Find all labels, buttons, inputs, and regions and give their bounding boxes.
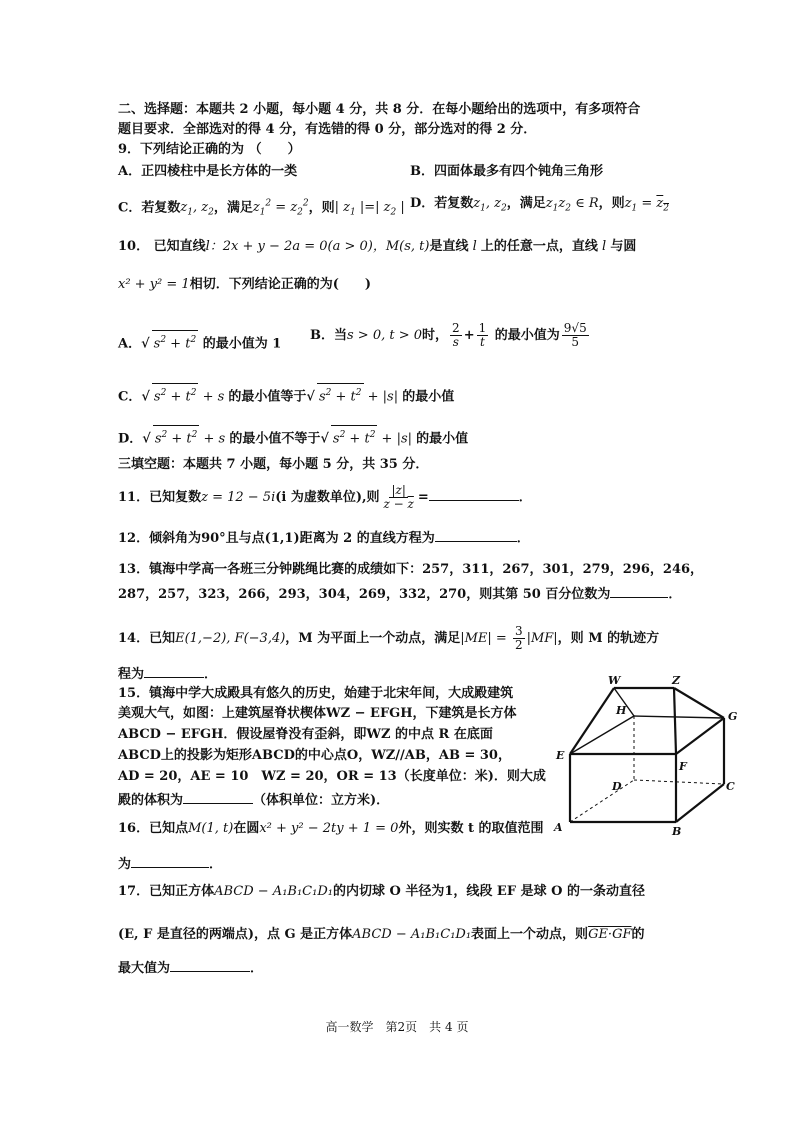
q10-point-m: ，M(s, t) (372, 239, 430, 254)
section2-header-line1: 二、选择题：本题共 2 小题，每小题 4 分，共 8 分．在每小题给出的选项中，有多项符合 (118, 102, 641, 117)
q9-c-mid: ，满足 (213, 200, 253, 216)
label-f: F (679, 760, 687, 773)
q14-line2 (118, 663, 217, 684)
edge-bc (676, 784, 724, 822)
q15-line2: 美观大气，如图：上建筑屋脊状楔体WZ − EFGH，下建筑是长方体 (118, 706, 517, 721)
q17-l2-post: 表面上一个动点，则 (471, 927, 589, 942)
q10-option-a: A．√ $s^2 + t^2$ 的最小值为 1 (118, 330, 281, 353)
q12-text: 12．倾斜角为90°且与点(1,1)距离为 2 的直线方程为 (118, 531, 435, 546)
edge-hg (634, 716, 724, 718)
q16-pre: 16．已知点 (118, 821, 189, 836)
label-z: Z (672, 674, 681, 687)
hidden-edge-ad (570, 780, 634, 822)
q9-c-post: ，则 (308, 200, 335, 216)
q11-answer-blank[interactable] (429, 486, 519, 501)
q10-line-eq: l：2x + y − 2a = 0(a > 0) (205, 239, 373, 254)
q10-a-pre: A． (118, 336, 142, 352)
q10-text3: 与圆 (610, 239, 637, 254)
q17-end: ． (250, 961, 264, 976)
q10-option-c: C．√ $s^2 + t^2 + s$ 的最小值等于√ $s^2 + t^2 + |s|$ 的最小值 (118, 383, 454, 406)
q12 (118, 527, 530, 548)
label-g: G (728, 710, 738, 723)
q13-line2-text: 287，257，323，266，293，304，269，332，270，则其第 50 百分位数为 (118, 587, 611, 602)
q15-building-figure (548, 672, 748, 837)
q16-mid: 在圆 (233, 821, 260, 836)
q16-line1 (118, 820, 544, 838)
q14-mid: ，M 为平面上一个动点，满足 (285, 631, 461, 646)
q9-d-pre: D．若复数 (410, 196, 474, 211)
q9-option-a: A．正四棱柱中是长方体的一类 (118, 164, 298, 179)
q12-answer-blank[interactable] (435, 527, 517, 542)
q16-end: ． (209, 857, 223, 872)
q10-text1: 是直线 (429, 239, 469, 254)
q10-stem-line2 (118, 276, 371, 294)
q12-end: ． (516, 531, 530, 546)
q9-stem: 9．下列结论正确的为 （ ） (118, 142, 301, 157)
q15-line3: ABCD − EFGH．假设屋脊没有歪斜，即WZ 的中点 R 在底面 (118, 727, 493, 742)
edge-eh (570, 716, 634, 754)
q16-point: M(1, t) (188, 821, 234, 836)
q10-stem-end: 相切．下列结论正确的为( ) (189, 277, 371, 292)
q11-eq: = (417, 490, 429, 505)
q10-d-mid: 的最小值不等于 (229, 431, 321, 447)
q15-line1: 15．镇海中学大成殿具有悠久的历史，始建于北宋年间，大成殿建筑 (118, 686, 514, 701)
label-h: H (616, 704, 627, 717)
label-b: B (672, 825, 682, 837)
q10-c-pre: C． (118, 389, 142, 405)
q17-l2-pre: (E, F 是直径的两端点)，点 G 是正方体 (118, 927, 353, 942)
q17-l2-end: 的 (631, 927, 645, 942)
q17-l3-text: 最大值为 (118, 961, 171, 976)
q9-option-d: D．若复数$z_1$, $z_2$，满足$z_1z_2$ ∈ R，则$z_1 = z_2$ (410, 196, 669, 214)
q16-answer-blank[interactable] (131, 853, 209, 868)
section2-header-line2: 题目要求．全部选对的得 4 分，有选错的得 0 分，部分选对的得 2 分． (118, 122, 537, 137)
q11-expr: z = 12 − 5i (201, 490, 276, 505)
q11-note: (i 为虚数单位),则 (275, 490, 380, 505)
q11-end: ． (518, 490, 532, 505)
q10-b-cond: s > 0, t > 0 (347, 328, 423, 343)
page-footer: 高一数学 第2页 共 4 页 (325, 1020, 469, 1034)
q17-vector: GE·GF (588, 927, 632, 942)
q17-l1-pre: 17．已知正方体 (118, 884, 215, 899)
q10-a-post: 的最小值为 1 (202, 336, 282, 352)
q10-d-pre: D． (118, 431, 143, 447)
q13-end: ． (668, 587, 682, 602)
q9-c-pre: C．若复数 (118, 200, 181, 216)
q15-line6 (118, 789, 389, 810)
roof-edge-we (570, 688, 614, 754)
q17-l1-post: 的内切球 O 半径为1，线段 EF 是球 O 的一条动直径 (332, 884, 645, 899)
q10-stem-line1: 10． 已知直线l：2x + y − 2a = 0(a > 0)，M(s, t)是直线 l 上的任意一点，直线 l 与圆 (118, 239, 637, 254)
q10-pre: 10． 已知直线 (118, 239, 206, 254)
q13-line1: 13．镇海中学高一各班三分钟跳绳比赛的成绩如下：257，311，267，301，279，296，246， (118, 562, 704, 577)
q10-b-post: 的最小值为 (494, 328, 560, 343)
q13-answer-blank[interactable] (610, 583, 668, 598)
q9-d-mid: ，满足 (506, 196, 546, 211)
edge-fg (676, 718, 724, 754)
roof-edge-zf (674, 688, 676, 754)
q15-answer-blank[interactable] (183, 789, 253, 804)
q17-line2 (118, 926, 645, 944)
q10-option-b: B．当s > 0, t > 0时， $\frac{2}{s}$ + $\frac{1}{t}$ 的最小值为 $\frac{9√5}{5}$ (310, 321, 587, 349)
q16-line2 (118, 853, 222, 874)
q9-option-c: C．若复数$z_1$, $z_2$，满足$z_1^2 = z_2^2$，则| $z_1$ |=| $z_2$ | (118, 199, 405, 218)
q15-l6-post: （体积单位：立方米)． (253, 793, 390, 808)
roof-edge-zg (674, 688, 724, 718)
label-e: E (556, 749, 565, 762)
q14-answer-blank[interactable] (144, 663, 204, 678)
q17-answer-blank[interactable] (170, 957, 250, 972)
q10-d-post: 的最小值 (416, 431, 469, 447)
q9-option-b: B．四面体最多有四个钝角三角形 (410, 164, 603, 179)
label-c: C (726, 780, 735, 793)
label-d: D (612, 780, 622, 793)
q16-line2-text: 为 (118, 857, 132, 872)
q10-text2: 上的任意一点，直线 (480, 239, 598, 254)
q10-b-pre: B．当 (310, 328, 347, 343)
q9-d-post: ，则 (598, 196, 625, 211)
q15-line5: AD = 20，AE = 10 WZ = 20，OR = 13（长度单位：米)．则大成 (118, 769, 546, 784)
q16-post: 外，则实数 t 的取值范围 (398, 821, 544, 836)
q17-line1 (118, 883, 645, 901)
label-w: W (608, 674, 621, 687)
q14-end: ． (204, 667, 218, 682)
q14-pre: 14．已知 (118, 631, 176, 646)
q15-line4: ABCD上的投影为矩形ABCD的中心点O，WZ//AB，AB = 30， (118, 748, 511, 763)
q14-points: E(1,−2), F(−3,4) (175, 631, 286, 646)
label-a: A (554, 821, 563, 834)
q11: 11．已知复数z = 12 − 5i(i 为虚数单位),则 $\frac{|z|}{z - \overline{z}}$ = ． (118, 483, 532, 511)
q16-circle: x² + y² − 2ty + 1 = 0 (259, 821, 399, 836)
q15-l6-pre: 殿的体积为 (118, 793, 184, 808)
q14-line2-text: 程为 (118, 667, 145, 682)
q11-pre: 11．已知复数 (118, 490, 202, 505)
q10-b-mid: 时， (422, 328, 449, 343)
section3-header: 三填空题：本题共 7 小题，每小题 5 分，共 35 分． (118, 457, 429, 472)
q13-line2 (118, 583, 681, 604)
q17-cube: ABCD − A₁B₁C₁D₁ (214, 884, 333, 899)
q10-option-d: D．√ $s^2 + t^2 + s$ 的最小值不等于√ $s^2 + t^2 + |s|$ 的最小值 (118, 425, 468, 448)
q14-line1: 14．已知E(1,−2), F(−3,4)，M 为平面上一个动点，满足|ME| = $\frac{3}{2}$ |MF|，则 M 的轨迹方 (118, 624, 660, 652)
q10-c-post: 的最小值 (402, 389, 455, 405)
q17-cube-2: ABCD − A₁B₁C₁D₁ (352, 927, 472, 942)
hidden-edge-dc (634, 780, 724, 784)
q10-c-mid: 的最小值等于 (228, 389, 307, 405)
q17-line3 (118, 957, 263, 978)
q10-circle-eq: x² + y² = 1 (118, 277, 190, 292)
q14-post: ，则 M 的轨迹方 (557, 631, 660, 646)
